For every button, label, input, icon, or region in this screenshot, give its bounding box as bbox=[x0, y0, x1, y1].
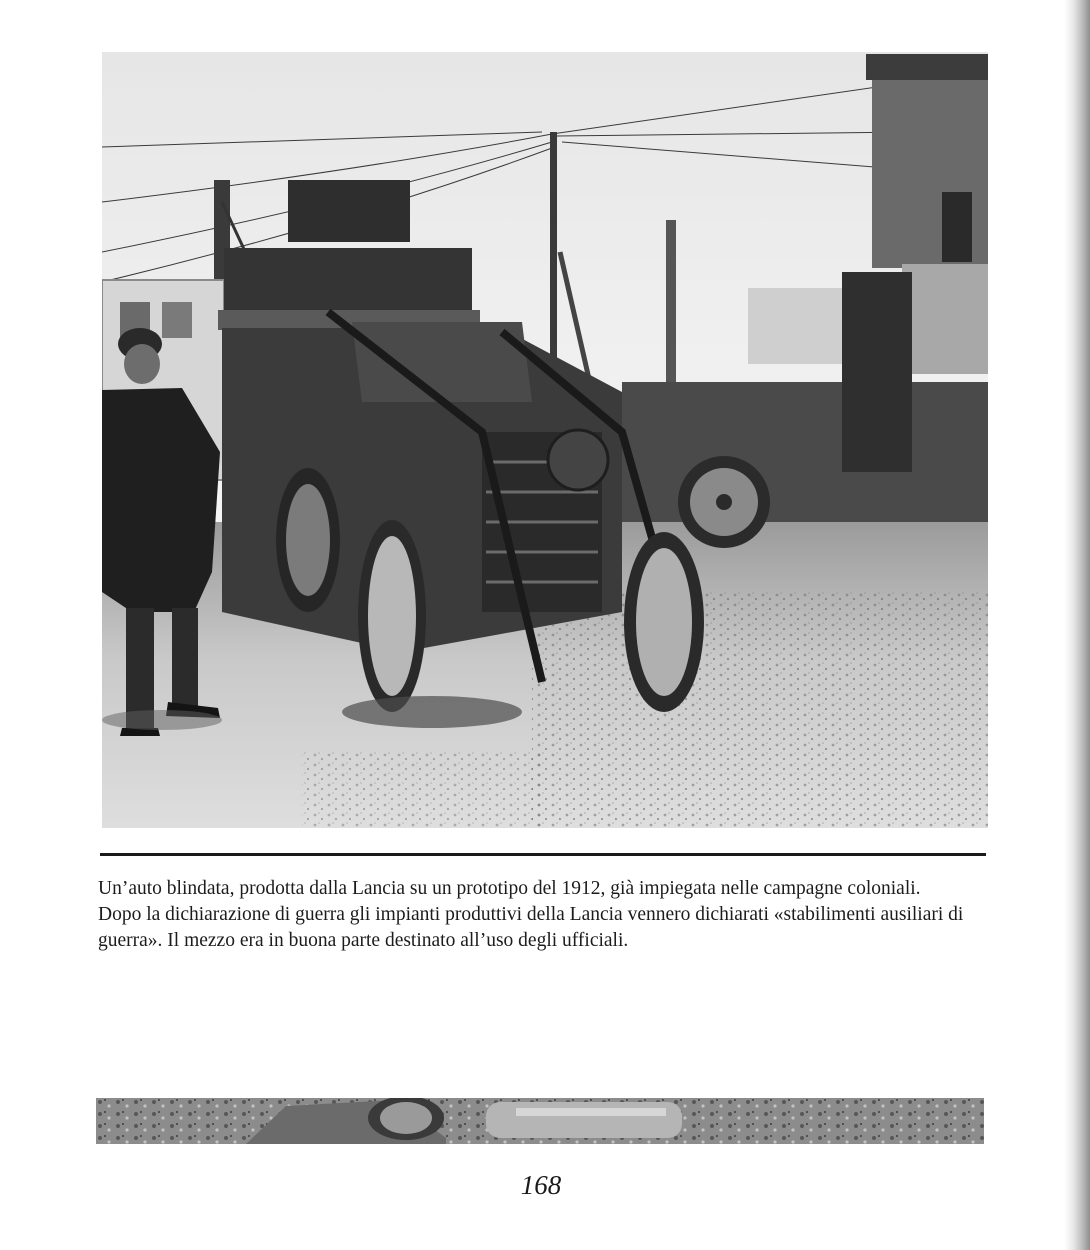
spine-shadow bbox=[1064, 0, 1090, 1250]
caption-line-2: Dopo la dichiarazione di guerra gli impianti produttivi della Lancia vennero dichiarati «stabilimenti ausiliari di bbox=[98, 904, 964, 925]
photo-caption bbox=[98, 876, 988, 954]
caption-rule bbox=[100, 853, 986, 856]
next-photograph-strip bbox=[96, 1098, 984, 1144]
armoured-car-photograph bbox=[102, 52, 988, 828]
page-number: 168 bbox=[520, 1170, 562, 1200]
caption-line-1: Un’auto blindata, prodotta dalla Lancia su un prototipo del 1912, già impiegata nelle campagne coloniali. bbox=[98, 878, 921, 899]
caption-line-3: guerra». Il mezzo era in buona parte destinato all’uso degli ufficiali. bbox=[98, 930, 629, 951]
